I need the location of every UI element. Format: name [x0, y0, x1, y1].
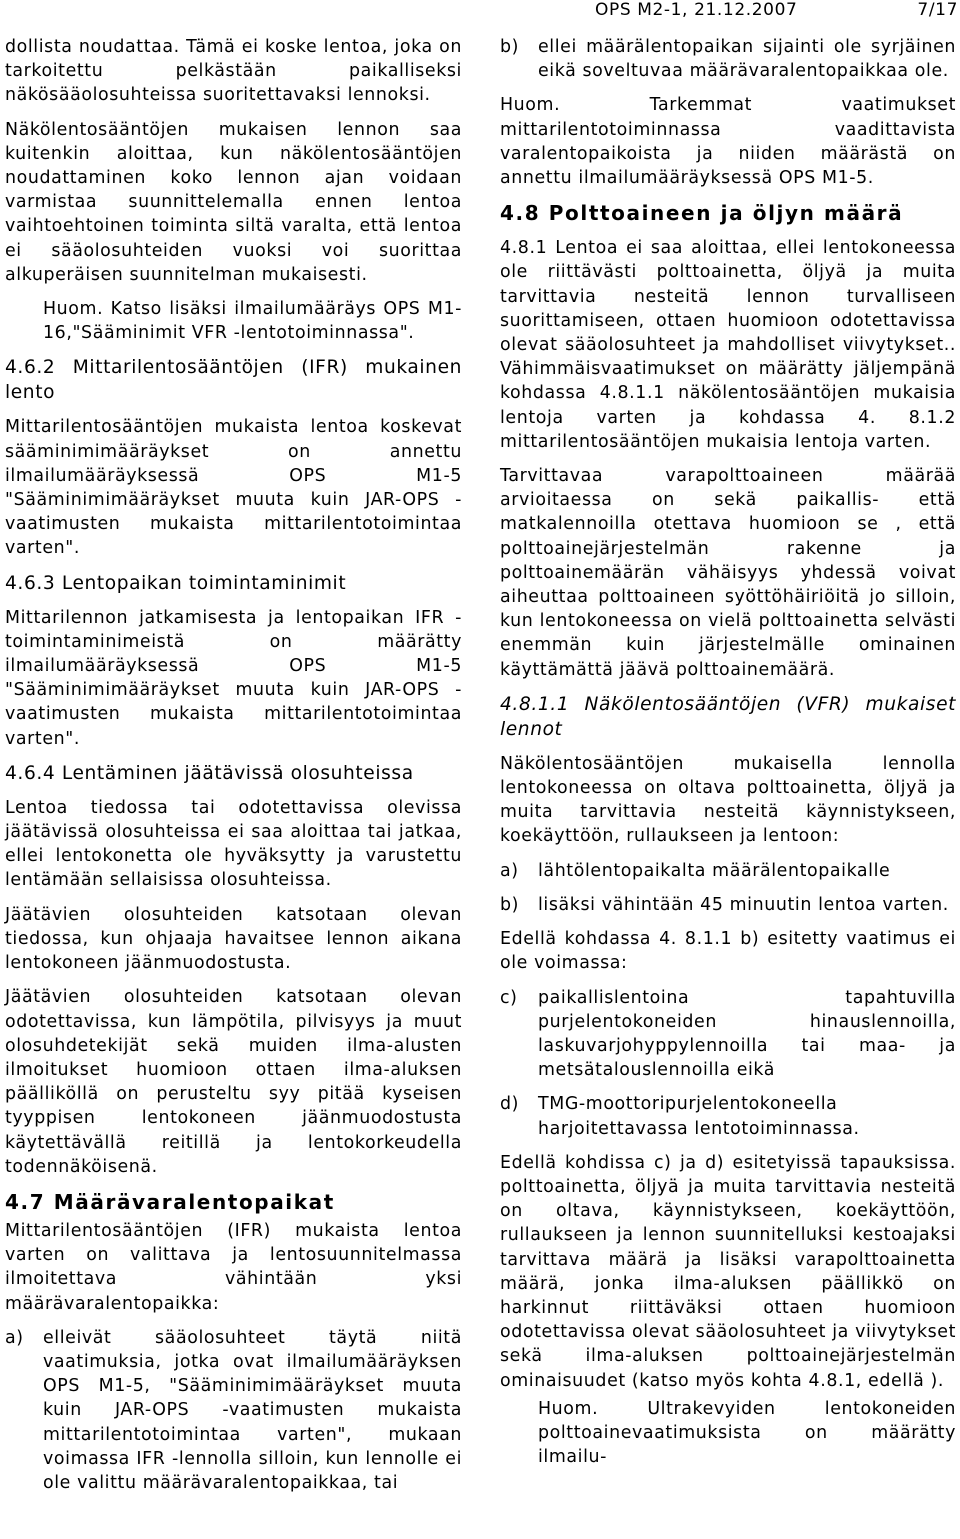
section-heading-4-6-4: 4.6.4 Lentäminen jäätävissä olosuhteissa: [5, 762, 414, 784]
paragraph: Mittarilentosääntöjen mukaista lentoa koskevat sääminimimääräykset on annettu ilmailumääräyksessä OPS M1-5 "Sääminimimääräykset muuta kuin JAR-OPS -vaatimusten mukaista mittarilentotoimintaa varten".: [5, 417, 462, 559]
paragraph: Edellä kohdissa c) ja d) esitetyissä tapauksissa. polttoainetta, öljyä ja muita tarvittavia nesteitä on oltava, käynnistykseen, koekäyttöön, rullaukseen ja lennon suunnitelluksi kestoajaksi tarvittava määrä ja lisäksi varapolttoainetta määrä, jonka ilma-aluksen päällikkö on harkinnut riittäväksi ottaen huomioon odotettavissa olevat sääolosuhteet ja viivytykset sekä ilma-aluksen polttoainejärjestelmän ominaisuudet (katso myös kohta 4.8.1, edellä ).: [500, 1152, 956, 1391]
document-reference: OPS M2-1, 21.12.2007: [595, 0, 798, 20]
note: Huom. Ultrakevyiden lentokoneiden polttoainevaatimuksista on määrätty ilmailu-: [538, 1398, 956, 1468]
list-item: [500, 986, 956, 1083]
paragraph: Näkölentosääntöjen mukaisella lennolla lentokoneessa on oltava polttoainetta, öljyä ja muita tarvittavia nesteitä käynnistykseen, koekäyttöön, rullaukseen ja lentoon:: [500, 753, 956, 847]
page-header: [0, 0, 960, 22]
section-heading-4-6-3: 4.6.3 Lentopaikan toimintaminimit: [5, 572, 347, 594]
paragraph: Tarvittavaa varapolttoaineen määrää arvioitaessa on sekä paikallis- että matkalennoilla otettava huomioon se , että polttoainejärjestelmän rakenne ja polttoainemäärän vähäisyys yhdessä voivat aiheuttaa polttoaineen syöttöhäiriöitä jo silloin, kun lentokoneessa on vielä polttoainetta selvästi enemmän kuin järjestelmälle ominainen käyttämättä jäävä polttoainemäärä.: [500, 466, 956, 680]
paragraph: Lentoa tiedossa tai odotettavissa olevissa jäätävissä olosuhteissa ei saa aloittaa tai jatkaa, ellei lentokonetta ole hyväksytty ja varustettu lentämään sellaisissa olosuhteissa.: [5, 797, 462, 891]
list-label: b): [500, 37, 520, 57]
paragraph: Jäätävien olosuhteiden katsotaan olevan odotettavissa, kun lämpötila, pilvisyys ja muut olosuhdetekijät sekä muiden ilma-alusten ilmoitukset huomioon ottaen ilma-aluksen päälliköllä on perusteltu syy pitää kyseisen tyyppisen lentokoneen jäänmuodostusta käytettävällä reitillä ja lentokorkeudella todennäköisenä.: [5, 987, 462, 1177]
page-number: 7/17: [917, 0, 958, 20]
paragraph: 4.8.1 Lentoa ei saa aloittaa, ellei lentokoneessa ole riittävästi polttoainetta, öljyä ja muita tarvittavia nesteitä lennon turvalliseen suorittamiseen, ottaen huomioon odotettavissa olevat sääolosuhteet ja mahdolliset viivytykset.. Vähimmäisvaatimukset on määrätty jäljempänä kohdassa 4.8.1.1 näkölentosääntöjen mukaisia lentoja varten ja kohdassa 4. 8.1.2 mittarilentosääntöjen mukaisia lentoja varten.: [500, 238, 956, 452]
paragraph: Mittarilennon jatkamisesta ja lentopaikan IFR -toimintaminimeistä on määrätty ilmailumääräyksessä OPS M1-5 "Sääminimimääräykset muuta kuin JAR-OPS -vaatimusten mukaista mittarilentotoimintaa varten".: [5, 607, 462, 749]
paragraph: Edellä kohdassa 4. 8.1.1 b) esitetty vaatimus ei ole voimassa:: [500, 929, 956, 974]
list-text: lähtölentopaikalta määrälentopaikalle: [538, 860, 891, 881]
paragraph: Mittarilentosääntöjen (IFR) mukaista lentoa varten on valittava ja lentosuunnitelmassa ilmoitettava vähintään yksi määrävaralentopaikka:: [5, 1220, 462, 1314]
note: Huom. Katso lisäksi ilmailumääräys OPS M1-16,"Sääminimit VFR -lentotoiminnassa".: [43, 299, 462, 344]
section-heading-4-7: 4.7 Määrävaralentopaikat: [5, 1189, 335, 1214]
paragraph: Näkölentosääntöjen mukaisen lennon saa kuitenkin aloittaa, kun näkölentosääntöjen noudattaminen koko lennon ajan voidaan varmistaa suunnittelemalla ennen lentoa vaihtoehtoinen toiminta siltä varalta, että lentoa ei sääolosuhteiden vuoksi voi suorittaa alkuperäisen suunnitelman mukaisesti.: [5, 119, 462, 285]
list-item: [500, 893, 956, 917]
section-heading-4-8: 4.8 Polttoaineen ja öljyn määrä: [500, 201, 904, 226]
list-item: [500, 35, 956, 83]
list-text: elleivät sääolosuhteet täytä niitä vaatimuksia, jotka ovat ilmailumääräyksen OPS M1-5, "Sääminimimääräykset muuta kuin JAR-OPS -vaatimusten mukaista mittarilentotoimintaa varten", mukaan voimassa IFR -lennolla silloin, kun lennolle ei ole valittu määrävaralentopaikkaa, tai: [43, 1327, 462, 1493]
list-label: d): [500, 1094, 520, 1115]
left-column: [5, 35, 462, 1495]
list-text: ellei määrälentopaikan sijainti ole syrjäinen eikä soveltuvaa määrävaralentopaikkaa ole.: [538, 37, 956, 82]
list-text: paikallislentoina tapahtuvilla purjelentokoneiden hinauslennoilla, laskuvarjohyppylennoilla tai maa- ja metsätalouslennoilla eikä: [538, 987, 956, 1081]
list-item: [5, 1326, 462, 1495]
paragraph: Jäätävien olosuhteiden katsotaan olevan tiedossa, kun ohjaaja havaitsee lennon aikana lentokoneen jäänmuodostusta.: [5, 904, 462, 974]
list-label: c): [500, 987, 518, 1008]
list-text: lisäksi vähintään 45 minuutin lentoa varten.: [538, 894, 949, 915]
list-text: TMG-moottoripurjelentokoneella harjoitettavassa lentotoiminnassa.: [538, 1094, 860, 1139]
list-label: b): [500, 894, 520, 915]
list-label: a): [500, 860, 519, 881]
paragraph: dollista noudattaa. Tämä ei koske lentoa, joka on tarkoitettu pelkästään paikalliseksi näkösääolosuhteissa suoritettavaksi lennoksi.: [5, 37, 462, 106]
section-heading-4-8-1-1: 4.8.1.1 Näkölentosääntöjen (VFR) mukaiset lennot: [500, 693, 956, 740]
note: Huom. Tarkemmat vaatimukset mittarilentotoiminnassa vaadittavista varalentopaikoista ja niiden määrästä on annettu ilmailumääräyksessä OPS M1-5.: [500, 95, 956, 189]
list-item: [500, 1092, 956, 1140]
list-label: a): [5, 1327, 24, 1348]
list-item: [500, 859, 956, 883]
section-heading-4-6-2: 4.6.2 Mittarilentosääntöjen (IFR) mukainen lento: [5, 357, 462, 404]
right-column: [500, 35, 956, 1469]
